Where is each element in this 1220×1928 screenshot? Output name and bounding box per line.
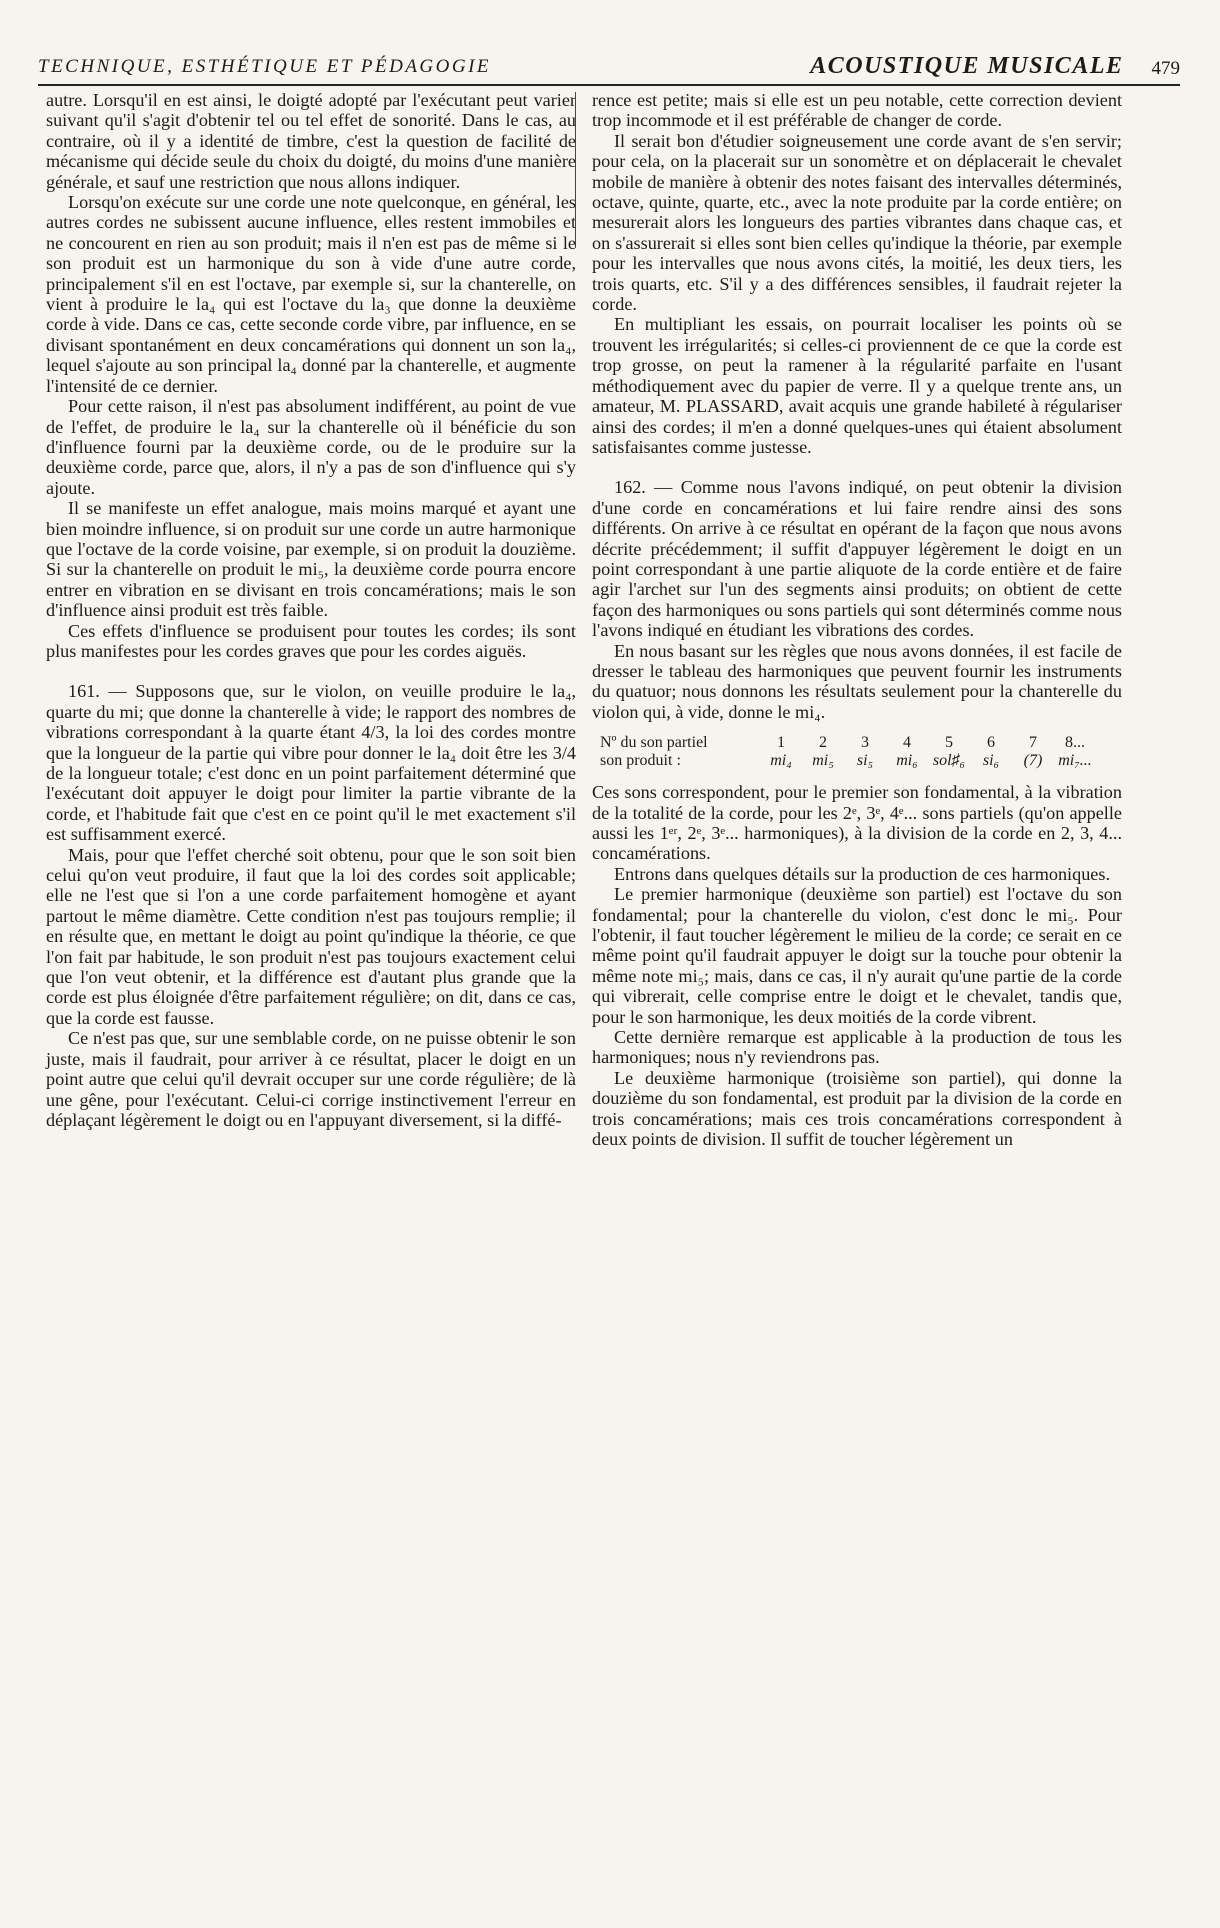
paragraph: Pour cette raison, il n'est pas absolument indifférent, au point de vue de l'effet, de produire le la₄ sur la chanterelle où il bénéficie du son d'influence fourni par la deuxième corde, ou de le produire sur la deuxième corde, parce que, alors, il n'y a pas de son d'influence qui s'y ajoute. [46,396,576,498]
paragraph: Lorsqu'on exécute sur une corde une note quelconque, en général, les autres cordes ne subissent aucune influence, elles restent immobiles et ne concourent en rien au son produit; mais il n'en est pas de même si le son produit est un harmonique du son à vide d'une autre corde, principalement s'il en est l'octave, par exemple si, sur la chanterelle, on vient à produire le la₄ qui est l'octave du la₃ que donne la deuxième corde à vide. Dans ce cas, cette seconde corde vibre, par influence, en se divisant spontanément en deux concamérations qui donnent un son la₄, lequel s'ajoute au son principal la₄ donné par la chanterelle, et augmente l'intensité de ce dernier. [46,192,576,396]
partial-number: 1 [777,734,785,752]
partial-note: (7) [1023,752,1043,770]
partial-number: 7 [1029,734,1037,752]
partial-note: mi₅ [812,752,834,770]
page-number: 479 [1151,58,1180,79]
paragraph: Entrons dans quelques détails sur la production de ces harmoniques. [614,863,1111,884]
header-section-title: TECHNIQUE, ESTHÉTIQUE ET PÉDAGOGIE [38,56,492,77]
header-book-title: ACOUSTIQUE MUSICALE [810,53,1124,79]
partials-note-values [760,752,1096,770]
paragraph: Le deuxième harmonique (troisième son partiel), qui donne la douzième du son fondamental, est produit par la division de la corde en trois concamérations; mais ces trois concamérations correspondent à deux points de division. Il suffit de toucher légèrement un [592,1067,1122,1150]
paragraph: Il serait bon d'étudier soigneusement une corde avant de s'en servir; pour cela, on la placerait sur un sonomètre et on déplacerait le chevalet mobile de manière à obtenir des notes faisant des intervalles déterminés, octave, quinte, quarte, etc., avec la note produite par la corde entière; on mesurerait alors les longueurs des parties vibrantes dans chaque cas, et on s'assurerait si elles sont bien celles qu'indique la théorie, par exemple pour les intervalles que nous avons cités, la moitié, les deux tiers, les trois quarts, etc. S'il y a des différences sensibles, il faudrait rejeter la corde. [592,130,1122,315]
section-162: 162. — Comme nous l'avons indiqué, on peut obtenir la division d'une corde en concamérations et lui faire rendre ainsi des sons différents. On arrive à ce résultat en opérant de la façon que nous avons décrite précédemment; il suffit d'appuyer légèrement le doigt en un point correspondant à une partie aliquote de la corde entière et de faire agir l'archet sur l'un des segments ainsi produits; on obtient de cette façon des harmoniques ou sons partiels qui sont déterminés comme nous l'avons indiqué en étudiant les vibrations des cordes. [592,477,1122,641]
partials-number-label: Nº du son partiel [600,734,708,752]
partial-note: mi₇... [1058,752,1092,770]
running-header [38,52,1180,86]
paragraph: Ces effets d'influence se produisent pour toutes les cordes; ils sont plus manifestes pour les cordes graves que pour les cordes aiguës. [46,620,576,661]
partial-note: si₅ [856,752,874,770]
partial-note: sol♯₆ [932,752,966,770]
paragraph: Mais, pour que l'effet cherché soit obtenu, pour que le son soit bien celui qu'on veut produire, il faut que la loi des cordes soit applicable; elle ne l'est que si l'on a une corde parfaitement homogène et ayant partout le même diamètre. Cette condition n'est pas toujours remplie; il en résulte que, en mettant le doigt au point qu'indique la théorie, ce que l'on fait par habitude, le son produit n'est pas toujours exactement celui que l'on veut obtenir, et la différence est d'autant plus grande que la corde est plus éloignée d'être parfaitement régulière; on dit, dans ce cas, que la corde est fausse. [46,844,576,1028]
partial-note: mi₄ [770,752,792,770]
section-161: 161. — Supposons que, sur le violon, on veuille produire le la₄, quarte du mi; que donne la chanterelle à vide; le rapport des nombres de vibrations correspondant à la quarte étant 4/3, la loi des cordes montre que la longueur de la partie qui vibre pour donner le la₄ doit être les 3/4 de la longueur totale; c'est donc en un point parfaitement déterminé que l'exécutant doit appuyer le doigt pour limiter la partie vibrante de la corde, et l'habitude fait que c'est en ce point qu'il le met exactement s'il est suffisamment exercé. [46,681,576,845]
column-rule [575,92,576,248]
partial-number: 2 [819,734,827,752]
paragraph: Ces sons correspondent, pour le premier son fondamental, à la vibration de la totalité de la corde, pour les 2ᵉ, 3ᵉ, 4ᵉ... sons partiels (qu'on appelle aussi les 1ᵉʳ, 2ᵉ, 3ᵉ... harmoniques), à la division de la corde en 2, 3, 4... concamérations. [592,782,1122,864]
left-column [46,90,576,1130]
partial-number: 6 [987,734,995,752]
partial-number: 5 [945,734,953,752]
partials-note-row [592,752,1122,770]
partials-number-row [592,734,1122,752]
right-column [592,90,1122,1150]
paragraph: Cette dernière remarque est applicable à la production de tous les harmoniques; nous n'y reviendrons pas. [592,1027,1122,1068]
partial-number: 4 [903,734,911,752]
partial-note: si₆ [982,752,1000,770]
header-right [810,53,1180,84]
paragraph: En multipliant les essais, on pourrait localiser les points où se trouvent les irrégularités; si celles-ci proviennent de ce que la corde est trop grosse, on peut la ramener à la régularité parfaite en l'usant méthodiquement avec du papier de verre. Il y a quelque trente ans, un amateur, M. PLASSARD, avait acquis une grande habileté à régulariser ainsi des cordes; il m'en a donné quelques-unes qui étaient absolument satisfaisantes comme justesse. [592,314,1122,457]
partials-number-values [760,734,1096,752]
partial-number: 8... [1065,734,1085,752]
paragraph: autre. Lorsqu'il en est ainsi, le doigté adopté par l'exécutant peut varier suivant qu'il s'agit d'obtenir tel ou tel effet de sonorité. Dans le cas, au contraire, où il y a identité de timbre, c'est la question de facilité de mécanisme qui décide seule du choix du doigté, du moins d'une manière générale, et sauf une restriction que nous allons indiquer. [46,90,576,192]
partials-table [592,734,1122,770]
paragraph: Il se manifeste un effet analogue, mais moins marqué et ayant une bien moindre influence, si on produit sur une corde un autre harmonique que l'octave de la corde voisine, par exemple, si on produit la douzième. Si sur la chanterelle on produit le mi₅, la deuxième corde pourra encore entrer en vibration en se divisant en trois concamérations; mais le son d'influence ainsi produit est très faible. [46,498,576,621]
partial-number: 3 [861,734,869,752]
partial-note: mi₆ [896,752,918,770]
paragraph: Le premier harmonique (deuxième son partiel) est l'octave du son fondamental; pour la chanterelle du violon, c'est donc le mi₅. Pour l'obtenir, il faut toucher légèrement le milieu de la corde; ce serait en ce même point qu'il faudrait appuyer le doigt sur la touche pour obtenir la même note mi₅; mais, dans ce cas, il n'y aurait qu'une partie de la corde qui vibrerait, celle comprise entre le doigt et le chevalet, tandis que, pour le son harmonique, les deux moitiés de la corde vibrent. [592,884,1122,1027]
paragraph: Ce n'est pas que, sur une semblable corde, on ne puisse obtenir le son juste, mais il faudrait, pour arriver à ce résultat, placer le doigt en un point autre que celui qu'il devrait occuper sur une corde régulière; de là une gêne, pour l'exécutant. Celui-ci corrige instinctivement l'erreur en déplaçant légèrement le doigt ou en l'appuyant diversement, si la diffé- [46,1028,576,1130]
paragraph: rence est petite; mais si elle est un peu notable, cette correction devient trop incommode et il est préférable de changer de corde. [592,90,1122,131]
paragraph: En nous basant sur les règles que nous avons données, il est facile de dresser le tableau des harmoniques que peuvent fournir les instruments du quatuor; nous donnons les résultats seulement pour la chanterelle du violon qui, à vide, donne le mi₄. [592,640,1122,722]
partials-note-label: son produit : [600,752,681,770]
